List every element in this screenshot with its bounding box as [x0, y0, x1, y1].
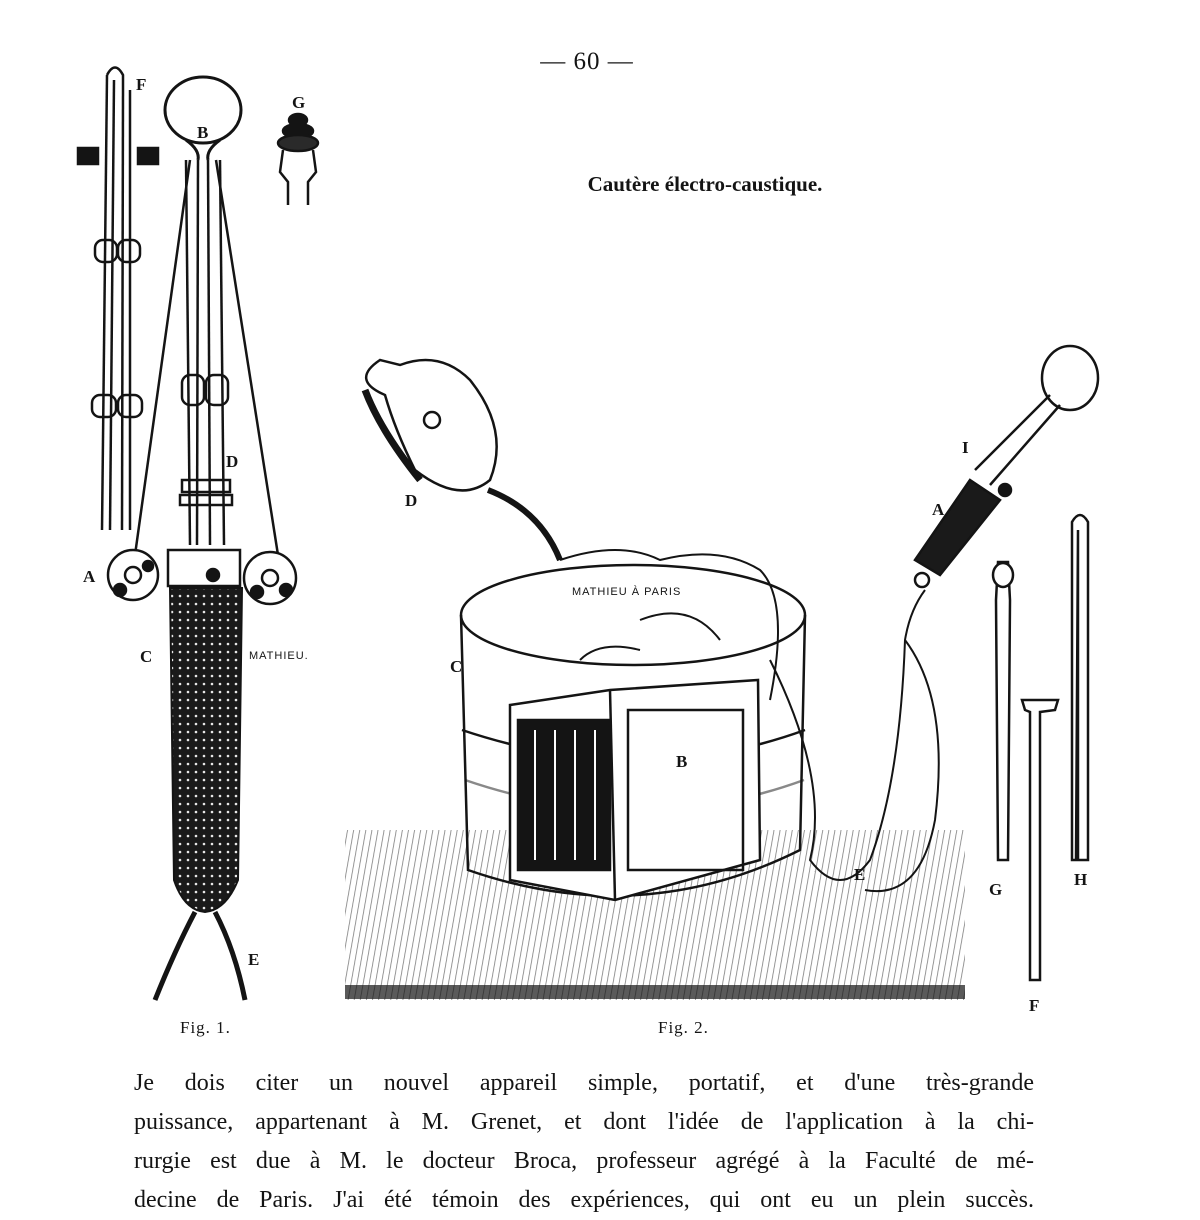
bellows-d	[365, 360, 560, 560]
handle-a	[915, 346, 1098, 587]
label-f: F	[1029, 996, 1040, 1015]
label-d: D	[405, 491, 418, 510]
label-i: I	[962, 438, 969, 457]
caption-fig-2: Fig. 2.	[658, 1018, 709, 1037]
paragraph-line: decine de Paris. J'ai été témoin des expériences, qui ont eu un plein succès.	[134, 1187, 1034, 1213]
label-b: B	[676, 752, 688, 771]
paragraph-line: rurgie est due à M. le docteur Broca, professeur agrégé à la Faculté de mé-	[134, 1148, 1034, 1174]
figure-1-illustration	[0, 0, 360, 1020]
coil-accessory-g	[278, 114, 318, 205]
label-g: G	[292, 93, 306, 112]
page-number: — 60 —	[540, 48, 634, 75]
plate-title: Cautère électro-caustique.	[587, 172, 823, 196]
body-paragraph	[134, 1064, 1034, 1220]
forceps-accessory-f	[78, 68, 158, 531]
label-h: H	[1074, 870, 1088, 889]
label-a: A	[83, 567, 96, 586]
paragraph-line: Je dois citer un nouvel appareil simple, portatif, et d'une très-grande	[134, 1070, 1034, 1096]
figure-2-illustration	[330, 330, 1120, 1030]
label-f: F	[136, 75, 147, 94]
fork-e	[155, 912, 245, 1000]
maker-stamp-fig2: MATHIEU À PARIS	[572, 586, 682, 598]
label-c: C	[450, 657, 463, 676]
maker-stamp-fig1: MATHIEU.	[249, 650, 309, 662]
label-e: E	[854, 865, 866, 884]
shaft	[135, 160, 278, 555]
label-e: E	[248, 950, 260, 969]
label-d: D	[226, 452, 239, 471]
battery-b	[510, 680, 760, 900]
label-g: G	[989, 880, 1003, 899]
label-a: A	[932, 500, 945, 519]
loop-b	[165, 77, 241, 160]
label-c: C	[140, 647, 153, 666]
electrode-rods	[993, 515, 1088, 980]
paragraph-line: puissance, appartenant à M. Grenet, et dont l'idée de l'application à la chi-	[134, 1109, 1034, 1135]
handle-c	[170, 588, 242, 912]
caption-fig-1: Fig. 1.	[180, 1018, 231, 1037]
label-b: B	[197, 123, 209, 142]
